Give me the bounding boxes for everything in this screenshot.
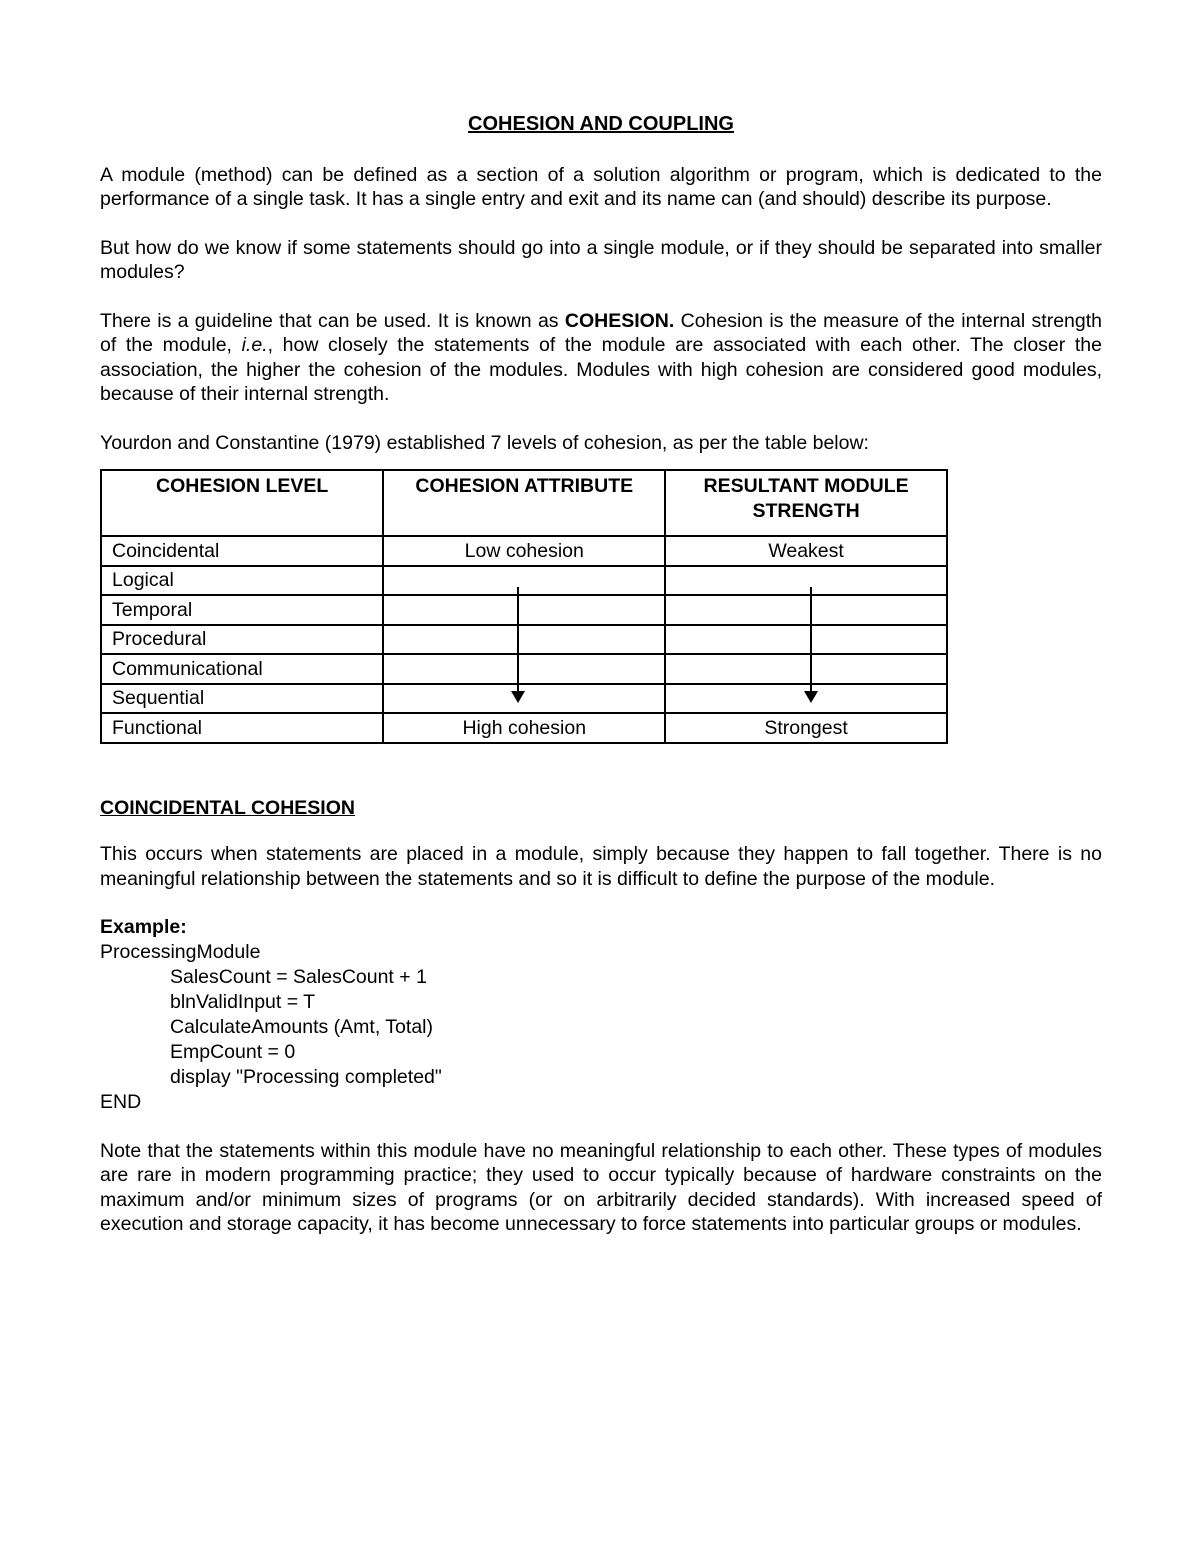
attribute-cell <box>383 595 665 625</box>
code-line: SalesCount = SalesCount + 1 <box>170 965 427 988</box>
example-label <box>100 915 1102 940</box>
code-end: END <box>100 1090 142 1113</box>
strength-cell: Weakest <box>665 536 947 566</box>
level-cell: Functional <box>101 713 383 743</box>
level-cell: Sequential <box>101 684 383 714</box>
attribute-cell: Low cohesion <box>383 536 665 566</box>
header-cohesion-attribute: COHESION ATTRIBUTE <box>383 470 665 536</box>
ie-abbrev: i.e. <box>241 334 268 356</box>
header-cohesion-level: COHESION LEVEL <box>101 470 383 536</box>
attribute-cell: High cohesion <box>383 713 665 743</box>
strength-arrow-head-icon <box>804 691 818 703</box>
table-row <box>101 536 947 566</box>
attribute-cell <box>383 625 665 655</box>
level-cell: Communicational <box>101 654 383 684</box>
strength-cell <box>665 654 947 684</box>
header-module-strength: RESULTANT MODULE STRENGTH <box>665 470 947 536</box>
level-cell: Procedural <box>101 625 383 655</box>
intro-paragraph-1: A module (method) can be defined as a section of a solution algorithm or program, which is dedicated to the performance of a single task. It has a single entry and exit and its name can (and should) describe its purpose. <box>100 163 1102 210</box>
intro-p3-text-c: , how closely the statements of the module are associated with each other. The closer the association, the higher the cohesion of the modules. Modules with high cohesion are considered good modules, because of their internal strength. <box>100 334 1102 405</box>
intro-p3-text-a: There is a guideline that can be used. It is known as <box>100 309 565 332</box>
level-cell: Logical <box>101 566 383 596</box>
attribute-arrow-head-icon <box>511 691 525 703</box>
document-content <box>100 112 1102 1237</box>
section-paragraph-1: This occurs when statements are placed in a module, simply because they happen to fall together. There is no meaningful relationship between the statements and so it is difficult to define the purpose of the module. <box>100 843 1102 890</box>
attribute-arrow-line <box>517 587 519 693</box>
example-label-text: Example: <box>100 916 187 938</box>
strength-cell: Strongest <box>665 713 947 743</box>
code-line: blnValidInput = T <box>170 990 316 1013</box>
table-row <box>101 713 947 743</box>
intro-paragraph-3 <box>100 309 1102 407</box>
attribute-cell <box>383 566 665 596</box>
level-cell: Temporal <box>101 595 383 625</box>
code-line: display "Processing completed" <box>170 1065 442 1088</box>
attribute-cell <box>383 654 665 684</box>
strength-cell <box>665 595 947 625</box>
section-heading: COINCIDENTAL COHESION <box>100 796 355 819</box>
code-line: EmpCount = 0 <box>170 1040 296 1063</box>
strength-arrow-line <box>810 587 812 693</box>
level-cell: Coincidental <box>101 536 383 566</box>
section-paragraph-2: Note that the statements within this module have no meaningful relationship to each other. These types of modules are rare in modern programming practice; they used to occur typically because of hardware constraints on the maximum and/or minimum sizes of programs (or on arbitrarily decided standards). With increased speed of execution and storage capacity, it has become unnecessary to force statements into particular groups or modules. <box>100 1139 1102 1235</box>
strength-cell <box>665 625 947 655</box>
cohesion-term: COHESION. <box>564 309 675 332</box>
intro-paragraph-2: But how do we know if some statements should go into a single module, or if they should be separated into smaller modules? <box>100 236 1102 283</box>
cohesion-table-wrapper <box>100 469 1102 744</box>
table-row <box>101 625 947 655</box>
intro-p3-text-b: Cohesion is the measure of the internal strength of the module, <box>100 309 1103 356</box>
code-example <box>100 940 1102 1115</box>
table-row <box>101 566 947 596</box>
table-row <box>101 595 947 625</box>
code-line: CalculateAmounts (Amt, Total) <box>170 1015 433 1038</box>
code-start: ProcessingModule <box>100 940 261 963</box>
page-title: COHESION AND COUPLING <box>468 113 734 135</box>
intro-paragraph-4: Yourdon and Constantine (1979) established 7 levels of cohesion, as per the table below: <box>100 431 869 454</box>
table-row <box>101 654 947 684</box>
table-header-row <box>101 470 947 536</box>
strength-cell <box>665 566 947 596</box>
